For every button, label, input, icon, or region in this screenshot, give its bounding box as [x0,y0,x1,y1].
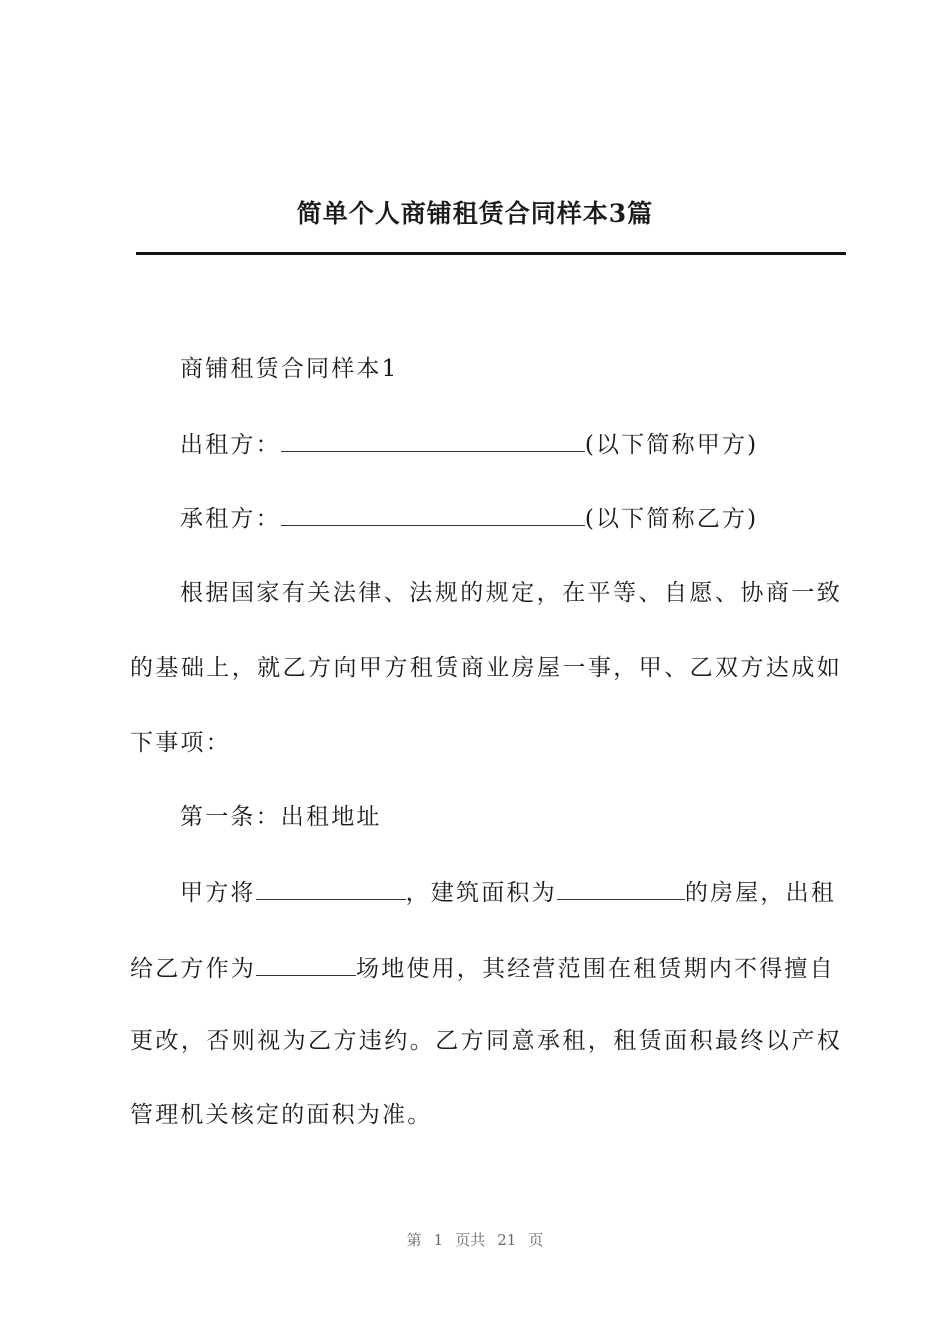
article-1-text: 场地使用，其经营范围在租赁期内不得擅自 [356,956,835,982]
article-1-text: 给乙方作为 [130,956,256,982]
area-blank [557,873,685,900]
article-1-heading: 第一条：出租地址 [180,804,382,830]
lessor-blank [281,425,585,452]
preamble-line-3: 下事项： [130,730,231,756]
article-1-text: 甲方将 [180,880,256,906]
footer-page-number: 1 [433,1231,444,1249]
article-1-line-1 [180,873,842,911]
lessee-suffix: (以下简称乙方) [584,506,759,532]
footer-prefix: 第 [406,1231,422,1249]
section-heading: 商铺租赁合同样本1 [180,356,399,382]
address-blank [256,873,406,900]
footer-total-pages: 21 [497,1231,517,1249]
document-title: 简单个人商铺租赁合同样本3篇 [296,199,654,228]
lessor-suffix: (以下简称甲方) [584,432,759,458]
article-1-text: ，建筑面积为 [405,880,557,906]
footer-suffix: 页 [528,1231,544,1249]
lessor-label: 出租方： [180,432,281,458]
article-1-text: 的房屋，出租 [684,880,837,906]
lessee-blank [281,499,585,526]
article-1-line-3: 更改，否则视为乙方违约。乙方同意承租，租赁面积最终以产权 [130,1028,842,1054]
lessee-label: 承租方： [180,506,281,532]
usage-blank [256,949,356,976]
footer-middle: 页共 [455,1231,486,1249]
lessee-line [180,499,842,537]
article-1-line-2 [130,949,842,987]
preamble-line-1: 根据国家有关法律、法规的规定，在平等、自愿、协商一致 [180,580,842,606]
lessor-line [180,425,842,463]
page-footer [0,1228,950,1252]
preamble-line-2: 的基础上，就乙方向甲方租赁商业房屋一事，甲、乙双方达成如 [130,655,842,681]
article-1-line-4: 管理机关核定的面积为准。 [130,1102,433,1128]
title-divider [136,252,846,255]
